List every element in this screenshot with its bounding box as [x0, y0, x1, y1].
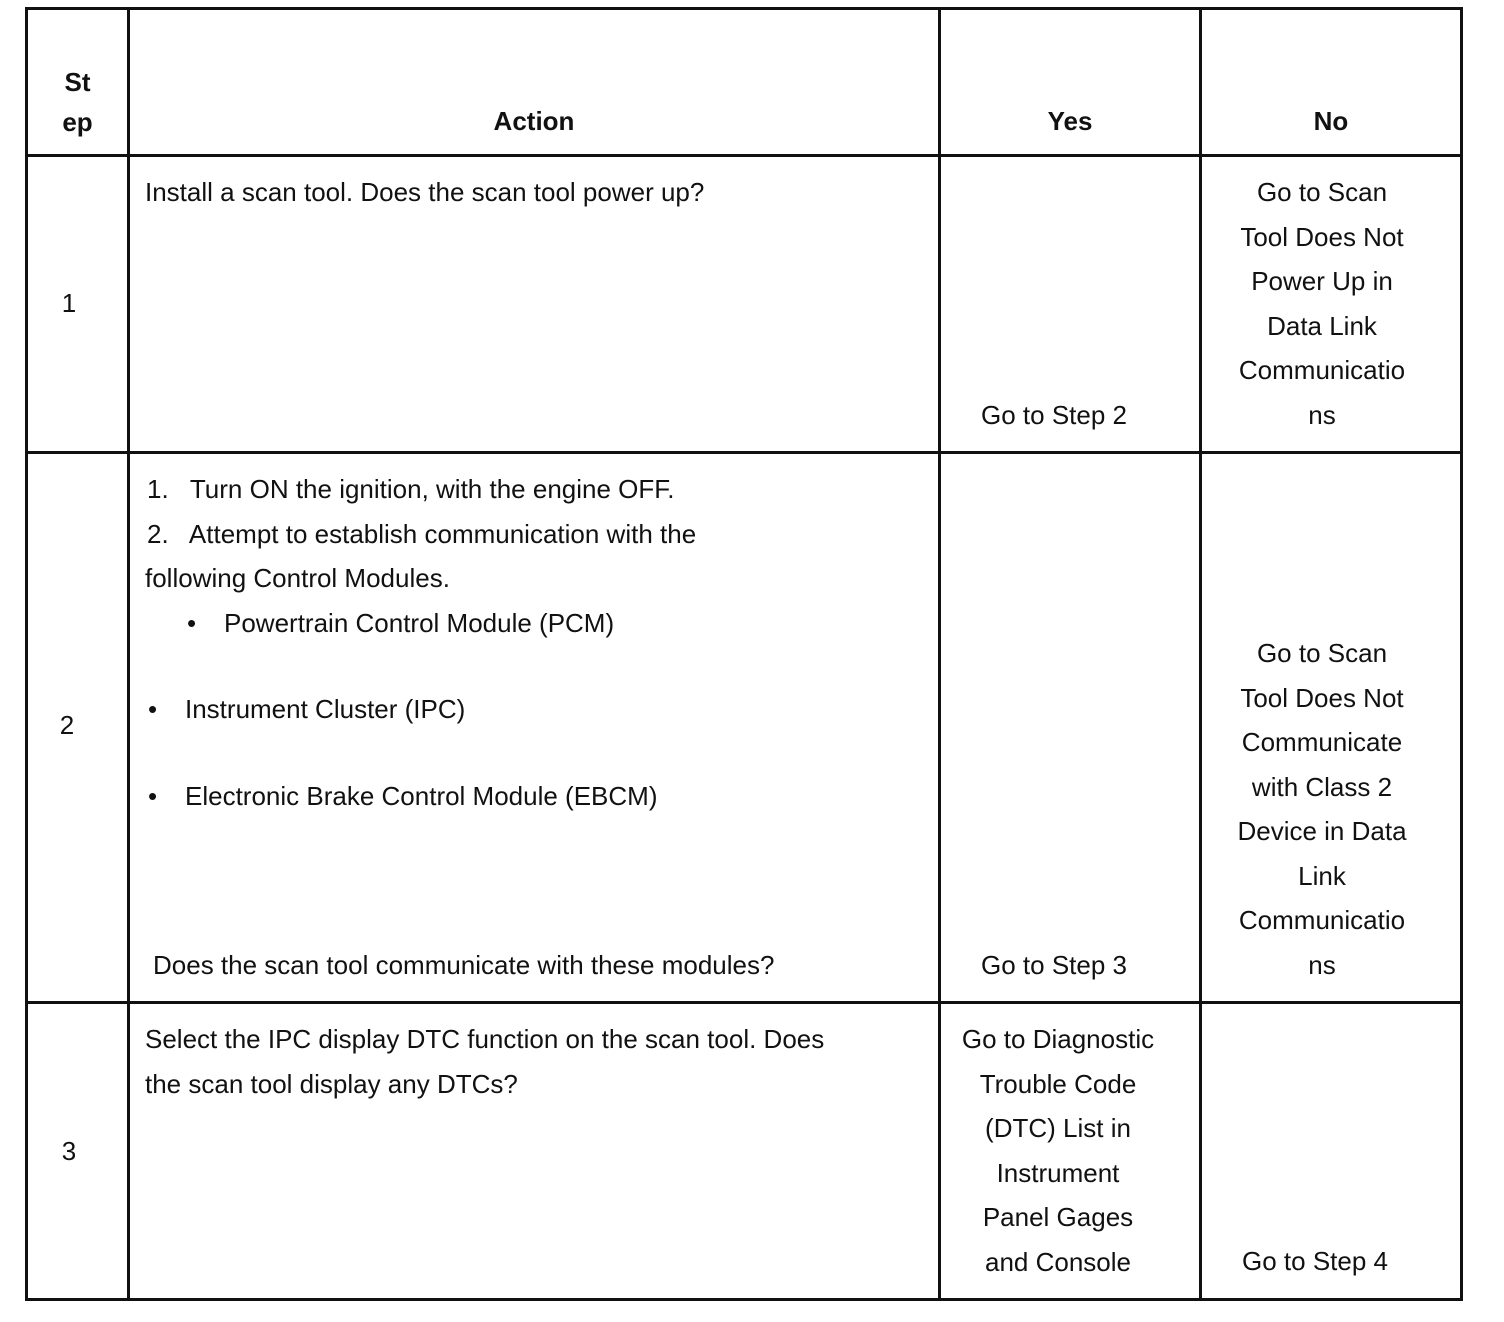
table-border-top: [25, 7, 1463, 10]
row-2-action-item-2: 2. Attempt to establish communication with the: [147, 519, 697, 549]
row-divider-2: [25, 1001, 1463, 1004]
row-divider-1: [25, 451, 1463, 454]
row-2-module-ebcm: • Electronic Brake Control Module (EBCM): [148, 774, 848, 819]
row-2-yes: Go to Step 3: [981, 950, 1127, 980]
header-step: [28, 62, 127, 142]
header-step-line2: ep: [62, 107, 93, 137]
row-3-no: Go to Step 4: [1242, 1246, 1388, 1276]
row-2-action-item-3: following Control Modules.: [145, 563, 450, 593]
row-2-module-pcm: • Powertrain Control Module (PCM): [187, 601, 887, 646]
row-2-no: Go to Scan Tool Does Not Communicate with Class 2 Device in Data Link Communicatio ns: [1237, 638, 1407, 980]
row-2-question: Does the scan tool communicate with these modules?: [153, 950, 775, 980]
row-3-step: 3: [61, 1136, 77, 1166]
row-2-action-item-1: 1. Turn ON the ignition, with the engine OFF.: [147, 474, 675, 504]
header-no: No: [1313, 106, 1349, 136]
row-1-step: 1: [61, 288, 77, 318]
row-1-yes: Go to Step 2: [981, 400, 1127, 430]
column-divider-step: [127, 7, 130, 1301]
row-1-no: Go to Scan Tool Does Not Power Up in Data Link Communicatio ns: [1238, 177, 1406, 430]
row-3-yes: Go to Diagnostic Trouble Code (DTC) List in Instrument Panel Gages and Console: [961, 1024, 1155, 1277]
header-divider: [25, 154, 1463, 157]
row-2-step: 2: [59, 710, 75, 740]
header-action: Action: [493, 106, 575, 136]
header-step-line1: St: [64, 67, 91, 97]
row-3-action: Select the IPC display DTC function on the scan tool. Does the scan tool display any DTCs?: [145, 1024, 825, 1099]
row-2-module-ipc: • Instrument Cluster (IPC): [148, 687, 848, 732]
table-border-bottom: [25, 1298, 1463, 1301]
table-border-left: [25, 7, 28, 1301]
row-1-action: Install a scan tool. Does the scan tool power up?: [145, 177, 705, 207]
diagnostic-table: [25, 7, 1463, 1301]
header-yes: Yes: [1047, 106, 1093, 136]
table-border-right: [1460, 7, 1463, 1301]
